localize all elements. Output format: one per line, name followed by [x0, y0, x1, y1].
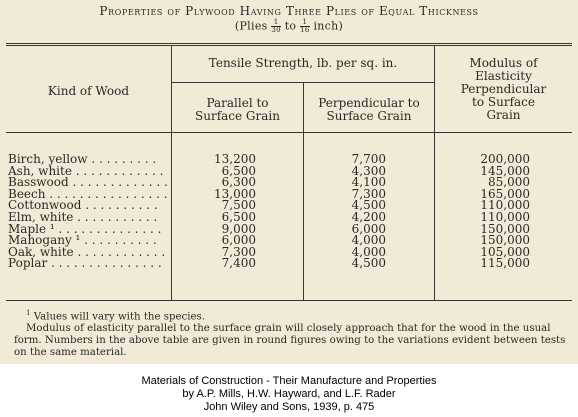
table-cell-parallel: 6,500: [221, 209, 256, 224]
table-row-name: Elm, white . . . . . . . . . . .: [8, 209, 158, 224]
table-cell-perpendicular: 4,200: [351, 209, 386, 224]
table-cell-perpendicular: 7,700: [351, 152, 386, 166]
table-cell-modulus: 165,000: [480, 186, 530, 201]
table-row-name: Ash, white . . . . . . . . . . . .: [8, 163, 164, 178]
table-cell-modulus: 145,000: [480, 163, 530, 178]
table-cell-parallel: 7,500: [221, 198, 256, 213]
table-cell-modulus: 150,000: [480, 233, 530, 248]
table-cell-modulus: 110,000: [480, 209, 530, 224]
caption-line-3: John Wiley and Sons, 1939, p. 475: [203, 401, 375, 413]
table-title: Properties of Plywood Having Three Plies of Equal Thickness: [99, 4, 479, 18]
caption-line-2: by A.P. Mills, H.W. Hayward, and L.F. Rader: [182, 388, 396, 400]
table-cell-modulus: 150,000: [480, 221, 530, 236]
header-kind-of-wood: Kind of Wood: [47, 84, 130, 98]
perpendicular-values-column: [334, 154, 386, 270]
table-notes: [14, 307, 574, 359]
table-cell-parallel: 13,200: [214, 152, 256, 166]
table-cell-modulus: 110,000: [480, 198, 530, 213]
general-note: Modulus of elasticity parallel to the surface grain will closely approach that for the wood in the usual form. Numbers in the above table are given in round figures owing to the variations evident between tests on the same material.: [14, 323, 566, 359]
table-cell-modulus: 85,000: [488, 175, 530, 190]
wood-names-column: [8, 152, 168, 271]
table-cell-perpendicular: 4,100: [351, 175, 386, 190]
modulus-values-column: [464, 154, 530, 270]
footnote-text: Values will vary with the species.: [33, 311, 205, 323]
table-cell-modulus: 115,000: [480, 256, 530, 271]
header-perpendicular: Perpendicular to Surface Grain: [318, 96, 420, 123]
subtitle-prefix: (Plies: [234, 19, 268, 33]
top-rule-double: [6, 45, 572, 46]
table-row-name: Maple ¹ . . . . . . . . . . . . . .: [8, 221, 162, 236]
table-cell-parallel: 6,300: [221, 175, 256, 190]
table-row-name: Basswood . . . . . . . . . . . . .: [8, 175, 168, 190]
fraction-one-sixteenth: $\frac{1}{16}$: [300, 18, 310, 34]
subtitle-mid: to: [284, 19, 297, 33]
header-modulus: Modulus of Elasticity Perpendicular to Surface Grain: [460, 56, 547, 122]
table-cell-perpendicular: 4,300: [351, 163, 386, 178]
table-row-name: Birch, yellow . . . . . . . . .: [8, 152, 157, 166]
table-cell-perpendicular: 4,000: [351, 233, 386, 248]
table-cell-parallel: 6,000: [221, 233, 256, 248]
table-cell-parallel: 7,300: [221, 244, 256, 259]
table-row-name: Mahogany ¹ . . . . . . . . . .: [8, 233, 157, 248]
table-cell-parallel: 7,400: [221, 256, 256, 271]
top-rule: [6, 43, 572, 44]
subtitle-suffix: inch): [313, 19, 344, 33]
table-cell-perpendicular: 4,500: [351, 256, 386, 271]
parallel-values-column: [200, 154, 256, 270]
table-cell-parallel: 9,000: [221, 221, 256, 236]
table-cell-perpendicular: 7,300: [351, 186, 386, 201]
table-row-name: Oak, white . . . . . . . . . . . .: [8, 244, 166, 259]
footnote-mark: 1: [26, 309, 31, 317]
table-row-name: Poplar . . . . . . . . . . . . . . .: [8, 256, 162, 271]
header-bottom-rule: [6, 132, 572, 133]
table-subtitle: [0, 19, 578, 34]
col-divider-1: [171, 46, 172, 300]
fraction-one-thirtieth: $\frac{1}{30}$: [271, 18, 281, 34]
table-cell-parallel: 6,500: [221, 163, 256, 178]
table-bottom-rule: [6, 300, 572, 301]
table-row-name: Cottonwood . . . . . . . . . .: [8, 198, 158, 213]
table-cell-perpendicular: 6,000: [351, 221, 386, 236]
table-cell-perpendicular: 4,500: [351, 198, 386, 213]
source-caption: [0, 375, 578, 414]
table-cell-modulus: 105,000: [480, 244, 530, 259]
table-cell-parallel: 13,000: [214, 186, 256, 201]
table-cell-modulus: 200,000: [480, 152, 530, 166]
table-cell-perpendicular: 4,000: [351, 244, 386, 259]
table-row-name: Beech . . . . . . . . . . . . . . . .: [8, 186, 168, 201]
footnote: [14, 307, 574, 323]
header-parallel: Parallel to Surface Grain: [195, 96, 280, 123]
caption-line-1: Materials of Construction - Their Manufacture and Properties: [141, 375, 437, 387]
header-tensile-strength: Tensile Strength, lb. per sq. in.: [208, 56, 398, 70]
